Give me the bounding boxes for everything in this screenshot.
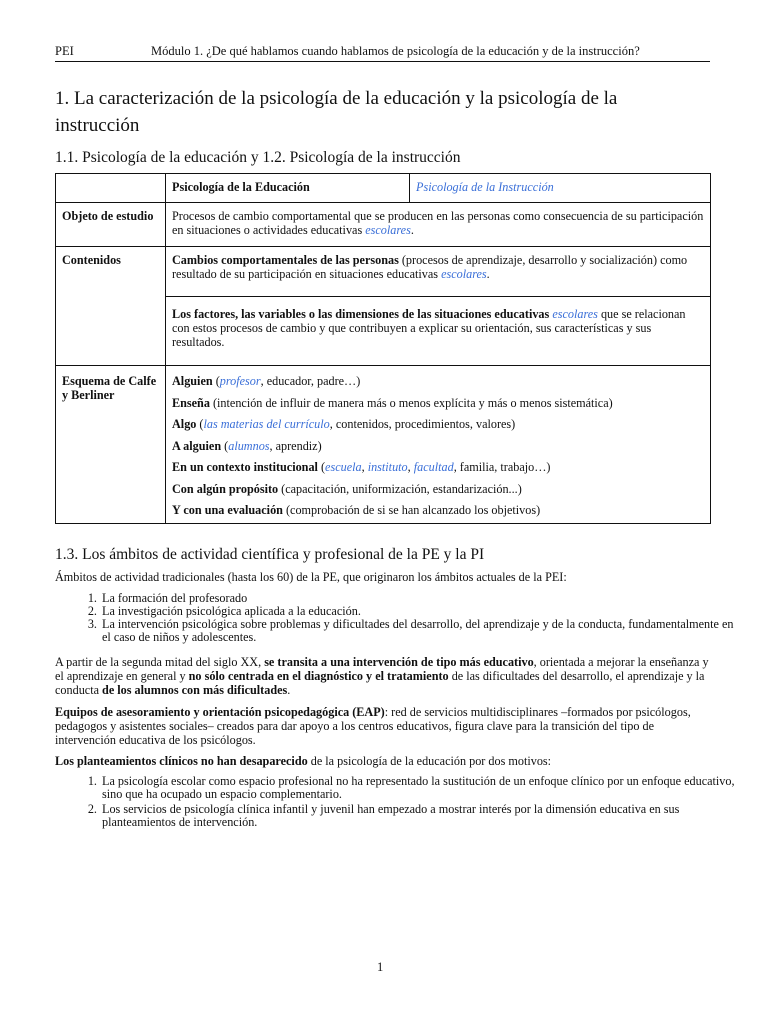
table-corner-cell (56, 174, 166, 203)
ambitos-list (55, 592, 740, 644)
table-row-objeto (56, 203, 711, 247)
table-header-row (56, 174, 711, 203)
running-header (55, 44, 710, 62)
list-item: 3. La intervención psicológica sobre problemas y dificultades del desarrollo, del aprendizaje y de la conducta, fundamentalmente en el caso de niños y adolescentes. (100, 618, 740, 644)
cont2-bold: Los factores, las variables o las dimensiones de las situaciones educativas (172, 307, 550, 321)
esquema-evaluacion: Y con una evaluación (comprobación de si se han alcanzado los objetivos) (172, 503, 541, 517)
esquema-ensena: Enseña (intención de influir de manera más o menos explícita y más o menos sistemática) (172, 395, 613, 410)
list-item: 2. La investigación psicológica aplicada a la educación. (100, 605, 740, 618)
table-row-contenidos-1 (56, 247, 711, 297)
cont1-blue: escolares (441, 267, 487, 281)
objeto-blue: escolares (365, 223, 411, 237)
list-item: 2. Los servicios de psicología clínica infantil y juvenil han empezado a mostrar interés por la dimensión educativa en sus planteamientos de intervención. (100, 803, 740, 829)
contenidos-cell-2 (166, 297, 711, 366)
list-item: 1. La psicología escolar como espacio profesional no ha representado la sustitución de un enfoque clínico por un enfoque educativo, sino que ha ocupado un espacio complementario. (100, 775, 740, 801)
esquema-algo: Algo (las materias del currículo, contenidos, procedimientos, valores) (172, 417, 516, 431)
section-1-1-title: 1.1. Psicología de la educación y 1.2. Psicología de la instrucción (55, 149, 461, 166)
esquema-proposito: Con algún propósito (capacitación, uniformización, estandarización...) (172, 481, 522, 496)
esquema-a-alguien: A alguien (alumnos, aprendiz) (172, 438, 322, 453)
table-row-esquema (56, 366, 711, 524)
cont2-text: que se relacionan con estos procesos de cambio y que contribuyen a explicar su orientación, sus características y sus resultados. (172, 307, 686, 349)
cont2-blue: escolares (552, 307, 598, 321)
col-header-psicologia-instruccion: Psicología de la Instrucción (410, 174, 711, 203)
esquema-cell (166, 366, 711, 524)
list-item: 1. La formación del profesorado (100, 592, 740, 605)
esquema-contexto: En un contexto institucional (escuela, instituto, facultad, familia, trabajo…) (172, 460, 551, 474)
comparison-table (55, 173, 711, 524)
objeto-cell: Procesos de cambio comportamental que se producen en las personas como consecuencia de su participación en situaciones o actividades educativas escolares. (166, 203, 711, 247)
objeto-text: Procesos de cambio comportamental que se producen en las personas como consecuencia de su participación en situaciones o actividades educativas (172, 209, 704, 237)
section-1-title: 1. La caracterización de la psicología de la educación y la psicología de la instrucción (55, 88, 618, 136)
row-label-contenidos: Contenidos (56, 247, 166, 366)
row-label-esquema: Esquema de Calfe y Berliner (56, 366, 166, 524)
header-module-title: Módulo 1. ¿De qué hablamos cuando hablamos de psicología de la educación y de la instrucción? (151, 44, 640, 58)
page-number: 1 (377, 960, 384, 974)
cont1-text: (procesos de aprendizaje, desarrollo y socialización) como resultado de su participación en situaciones educativas (172, 253, 688, 281)
row-label-objeto: Objeto de estudio (56, 203, 166, 247)
section-1-3-intro: Ámbitos de actividad tradicionales (hasta los 60) de la PE, que originaron los ámbitos actuales de la PEI: (55, 570, 567, 584)
esquema-alguien: Alguien (profesor, educador, padre…) (172, 374, 361, 388)
section-1-3-title: 1.3. Los ámbitos de actividad científica y profesional de la PE y la PI (55, 546, 485, 563)
motivos-list (55, 775, 740, 829)
contenidos-cell-1: Cambios comportamentales de las personas (procesos de aprendizaje, desarrollo y socialización) como resultado de su participación en situaciones educativas escolares. (166, 247, 711, 297)
paragraph-clinicos: Los planteamientos clínicos no han desaparecido de la psicología de la educación por dos motivos: (55, 754, 552, 768)
header-course-code: PEI (55, 44, 74, 58)
paragraph-transicion: A partir de la segunda mitad del siglo XX, se transita a una intervención de tipo más educativo, orientada a mejorar la enseñanza y el aprendizaje en general y no sólo centrada en el diagnóstico y el tratamiento de las dificultades del desarrollo, el aprendizaje y la conducta de los alumnos con más dificultades. (55, 655, 709, 697)
cont1-bold: Cambios comportamentales de las personas (172, 253, 399, 267)
paragraph-eap: Equipos de asesoramiento y orientación psicopedagógica (EAP): red de servicios multidisciplinares –formados por psicólogos, pedagogos y asistentes sociales– creados para dar apoyo a los centros educativos, figura clave para la transición del tipo de intervención educativa de los psicólogos. (55, 705, 691, 747)
col-header-psicologia-educacion: Psicología de la Educación (166, 174, 410, 203)
